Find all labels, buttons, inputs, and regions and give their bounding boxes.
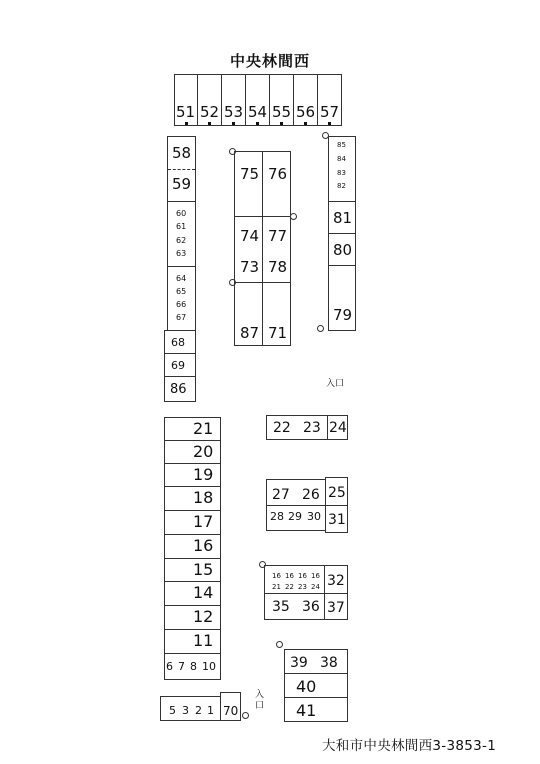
- slot-label: 2: [195, 704, 202, 717]
- slot-label: 23: [303, 420, 321, 436]
- camera-icon: [276, 641, 283, 648]
- slot-label: 30: [307, 510, 321, 523]
- slot-label: 36: [302, 599, 320, 615]
- slot-label: 19: [193, 465, 214, 484]
- slot-label: 17: [193, 512, 214, 531]
- slot-label: 37: [327, 600, 345, 616]
- slot-label: 5: [169, 704, 176, 717]
- light-icon: [229, 279, 236, 286]
- row-divider: [284, 697, 348, 698]
- slot-label: 12: [193, 607, 214, 626]
- slot-label: 69: [171, 359, 185, 372]
- marker-dot: [328, 122, 331, 125]
- slot-label: 24: [329, 420, 347, 436]
- slot-label: 32: [327, 573, 345, 589]
- slot-label: 86: [170, 382, 187, 397]
- slot-label: 29: [288, 510, 302, 523]
- slot-label: 60: [176, 209, 187, 218]
- slot-label: 16: [298, 572, 307, 580]
- row-divider: [264, 593, 325, 594]
- slot-label: 26: [302, 487, 320, 503]
- slot-label: 20: [193, 442, 214, 461]
- slot-label: 79: [333, 306, 353, 324]
- slot-label: 75: [240, 165, 260, 183]
- slot-divider: [168, 169, 195, 170]
- slot-label: 6: [166, 660, 173, 673]
- slot-label: 73: [240, 258, 260, 276]
- slot-label: 16: [272, 572, 281, 580]
- slot-label: 3: [182, 704, 189, 717]
- slot-label: 56: [296, 103, 316, 121]
- slot-label: 53: [224, 103, 244, 121]
- slot-label: 61: [176, 222, 187, 231]
- map-title: 中央林間西: [229, 52, 310, 70]
- entrance-label-vertical: 入 口: [255, 690, 265, 711]
- row-divider: [234, 282, 291, 283]
- row-divider: [284, 673, 348, 674]
- row-divider: [266, 505, 326, 506]
- slot-label: 82: [337, 182, 346, 190]
- slot-label: 63: [176, 249, 187, 258]
- slot-label: 8: [190, 660, 197, 673]
- slot-label: 57: [320, 103, 340, 121]
- slot-label: 52: [200, 103, 220, 121]
- slot-label: 24: [311, 583, 320, 591]
- row-divider: [324, 593, 348, 594]
- row-divider: [234, 216, 291, 217]
- slot-label: 54: [248, 103, 268, 121]
- entrance-label: 入口: [326, 379, 345, 389]
- camera-icon: [317, 325, 324, 332]
- slot-label: 55: [272, 103, 292, 121]
- slot-label: 22: [285, 583, 294, 591]
- slot-label: 84: [337, 155, 346, 163]
- marker-dot: [208, 122, 211, 125]
- slot-label: 81: [333, 209, 353, 227]
- slot-label: 11: [193, 631, 214, 650]
- slot-label: 76: [268, 165, 288, 183]
- slot-label: 7: [178, 660, 185, 673]
- slot-label: 74: [240, 227, 260, 245]
- slot-label: 15: [193, 560, 214, 579]
- slot-label: 10: [202, 660, 216, 673]
- slot-label: 85: [337, 141, 346, 149]
- slot-label: 35: [272, 599, 290, 615]
- slot-label: 21: [193, 419, 214, 438]
- slot-label: 14: [193, 583, 214, 602]
- slot-label: 71: [268, 324, 288, 342]
- slot-label: 77: [268, 227, 288, 245]
- slot-label: 16: [311, 572, 320, 580]
- slot-label: 18: [193, 488, 214, 507]
- slot-label: 31: [328, 512, 346, 528]
- slot-label: 16: [285, 572, 294, 580]
- slot-label: 80: [333, 241, 353, 259]
- marker-dot: [256, 122, 259, 125]
- slot-label: 87: [240, 324, 260, 342]
- slot-label: 59: [172, 175, 192, 193]
- row-divider: [325, 505, 348, 506]
- light-icon: [242, 712, 249, 719]
- marker-dot: [232, 122, 235, 125]
- slot-label: 58: [172, 144, 192, 162]
- marker-dot: [280, 122, 283, 125]
- slot-label: 27: [272, 487, 290, 503]
- light-icon: [259, 561, 266, 568]
- slot-label: 23: [298, 583, 307, 591]
- slot-label: 25: [328, 485, 346, 501]
- slot-label: 40: [296, 677, 317, 696]
- marker-dot: [185, 122, 188, 125]
- center-divider: [262, 151, 263, 346]
- marker-dot: [304, 122, 307, 125]
- slot-label: 68: [171, 336, 185, 349]
- slot-label: 22: [273, 420, 291, 436]
- slot-label: 51: [176, 103, 196, 121]
- slot-label: 38: [320, 655, 338, 671]
- slot-label: 28: [270, 510, 284, 523]
- light-icon: [229, 148, 236, 155]
- slot-label: 39: [290, 655, 308, 671]
- light-icon: [322, 132, 329, 139]
- slot-label: 41: [296, 701, 317, 720]
- slot-label: 64: [176, 274, 187, 283]
- slot-label: 21: [272, 583, 281, 591]
- slot-label: 70: [223, 704, 239, 718]
- slot-label: 66: [176, 300, 187, 309]
- slot-label: 62: [176, 236, 187, 245]
- address-label: 大和市中央林間西3-3853-1: [322, 738, 497, 754]
- slot-label: 83: [337, 169, 346, 177]
- slot-label: 1: [207, 704, 214, 717]
- slot-label: 16: [193, 536, 214, 555]
- slot-label: 78: [268, 258, 288, 276]
- light-icon: [290, 213, 297, 220]
- slot-label: 67: [176, 313, 187, 322]
- slot-label: 65: [176, 287, 187, 296]
